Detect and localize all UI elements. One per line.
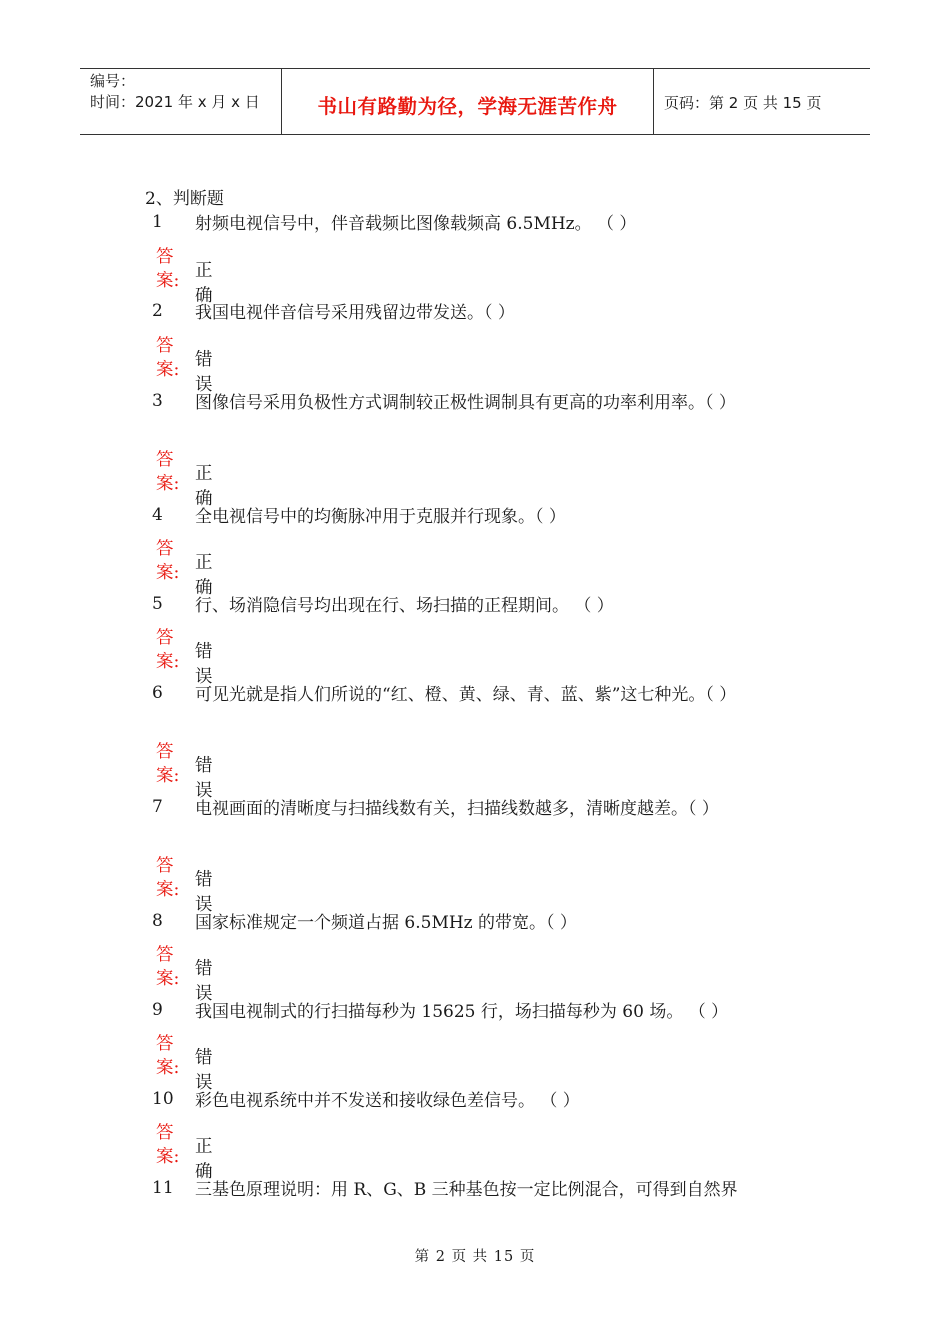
number-label: 编号：: [90, 72, 136, 90]
question-number: 1: [152, 212, 163, 232]
page-header: [80, 68, 870, 135]
answer-label: 答案:: [156, 539, 180, 583]
answer-value: 错误: [195, 350, 213, 395]
question-text: 三基色原理说明：用 R、G、B 三种基色按一定比例混合，可得到自然界: [195, 1180, 738, 1200]
header-motto: 书山有路勤为径，学海无涯苦作舟: [282, 69, 654, 134]
page-footer: 第 2 页 共 15 页: [414, 1249, 536, 1265]
answer-value: 正确: [195, 464, 213, 509]
question-number: 8: [152, 911, 163, 931]
time-label: 时间：2021 年 x 月 x 日: [90, 93, 260, 111]
answer-value: 错误: [195, 756, 213, 801]
question-number: 5: [152, 594, 163, 614]
question-text: 射频电视信号中，伴音载频比图像载频高 6.5MHz。 （ ）: [195, 214, 637, 234]
header-meta: [80, 69, 282, 134]
question-text: 电视画面的清晰度与扫描线数有关，扫描线数越多，清晰度越差。（ ）: [195, 799, 719, 819]
answer-label: 答案:: [156, 247, 180, 291]
answer-label: 答案:: [156, 450, 180, 494]
question-text: 我国电视伴音信号采用残留边带发送。（ ）: [195, 303, 515, 323]
question-text: 行、场消隐信号均出现在行、场扫描的正程期间。 （ ）: [195, 596, 614, 616]
answer-label: 答案:: [156, 336, 180, 380]
answer-label: 答案:: [156, 628, 180, 672]
answer-label: 答案:: [156, 856, 180, 900]
answer-value: 错误: [195, 1048, 213, 1093]
question-number: 4: [152, 505, 163, 525]
question-text: 可见光就是指人们所说的“红、橙、黄、绿、青、蓝、紫”这七种光。（ ）: [195, 685, 737, 705]
question-number: 2: [152, 301, 163, 321]
answer-value: 错误: [195, 870, 213, 915]
answer-value: 正确: [195, 553, 213, 598]
answer-label: 答案:: [156, 742, 180, 786]
question-number: 3: [152, 391, 163, 411]
question-number: 9: [152, 1000, 163, 1020]
answer-value: 正确: [195, 261, 213, 306]
question-text: 全电视信号中的均衡脉冲用于克服并行现象。（ ）: [195, 507, 566, 527]
question-text: 图像信号采用负极性方式调制较正极性调制具有更高的功率利用率。（ ）: [195, 393, 736, 413]
answer-label: 答案:: [156, 945, 180, 989]
question-text: 彩色电视系统中并不发送和接收绿色差信号。 （ ）: [195, 1091, 580, 1111]
question-text: 我国电视制式的行扫描每秒为 15625 行，场扫描每秒为 60 场。 （ ）: [195, 1002, 729, 1022]
question-number: 7: [152, 797, 163, 817]
question-text: 国家标准规定一个频道占据 6.5MHz 的带宽。（ ）: [195, 913, 577, 933]
answer-value: 错误: [195, 642, 213, 687]
answer-value: 正确: [195, 1137, 213, 1182]
answer-label: 答案:: [156, 1034, 180, 1078]
answer-value: 错误: [195, 959, 213, 1004]
answer-label: 答案:: [156, 1123, 180, 1167]
question-number: 11: [152, 1178, 174, 1198]
header-page-info: 页码：第 2 页 共 15 页: [664, 94, 822, 112]
question-number: 10: [152, 1089, 174, 1109]
question-number: 6: [152, 683, 163, 703]
section-title: 2、判断题: [145, 189, 224, 209]
